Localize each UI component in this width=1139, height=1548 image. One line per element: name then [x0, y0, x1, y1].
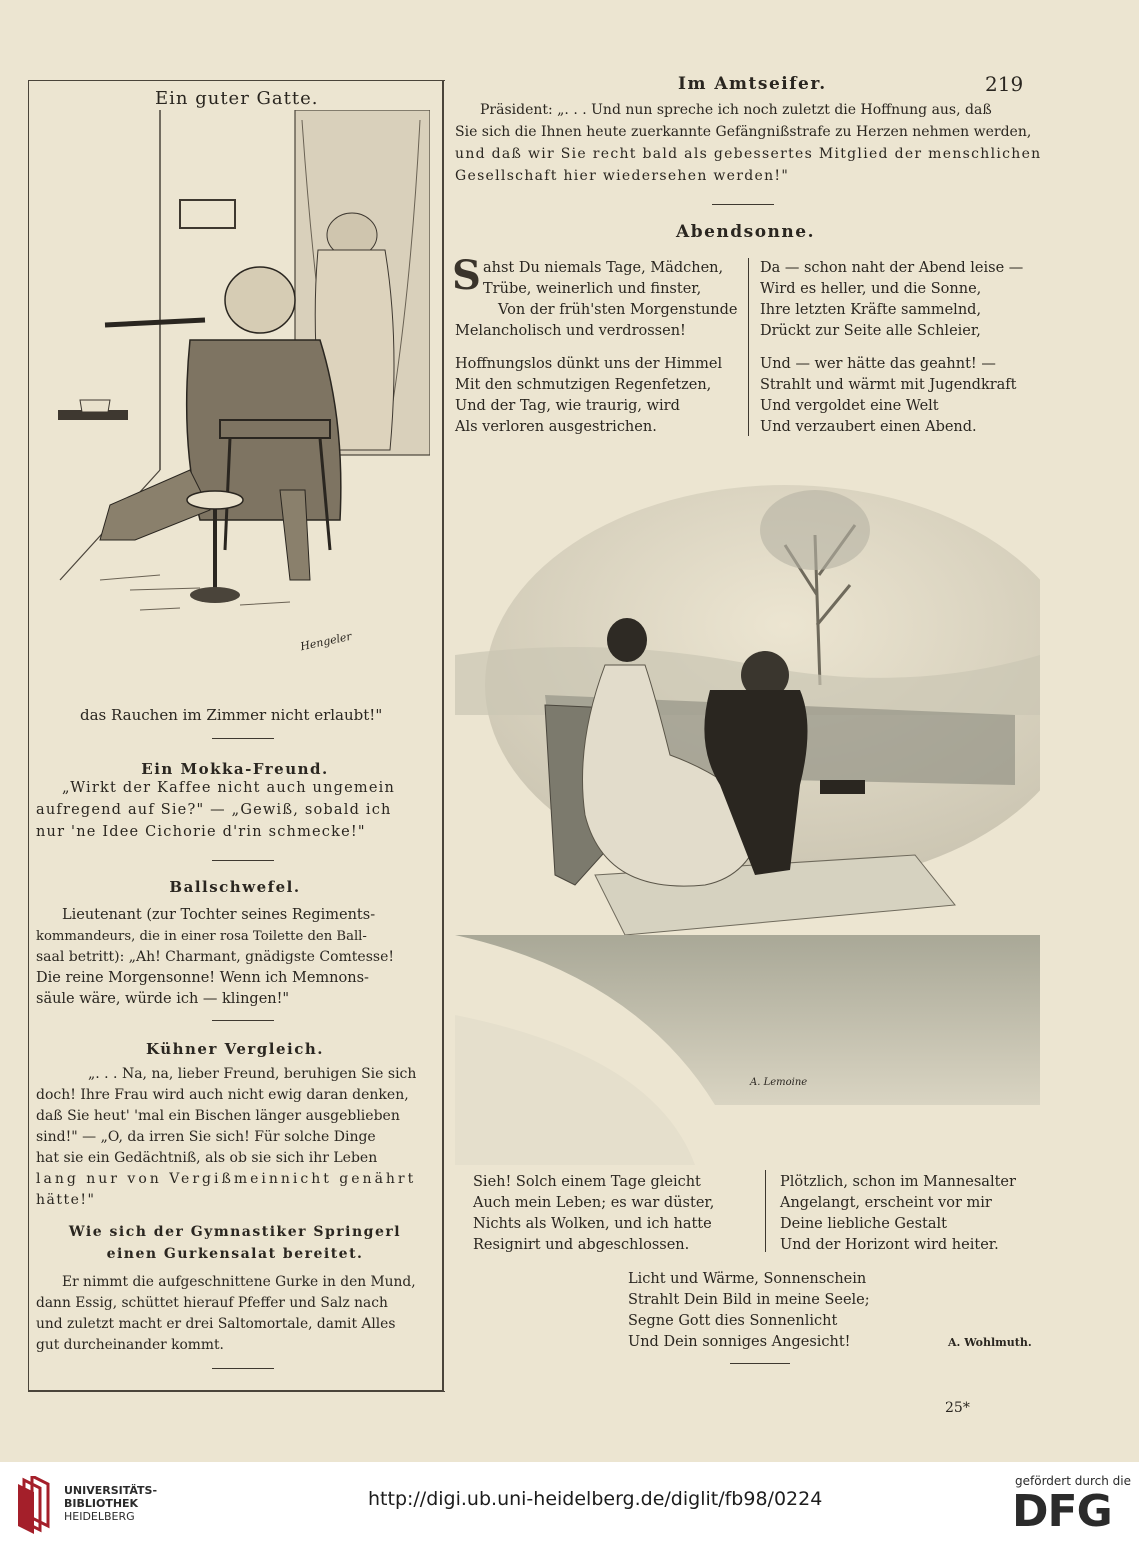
- library-name-line-2: BIBLIOTHEK: [64, 1497, 139, 1510]
- poem-line: Da — schon naht der Abend leise —: [760, 260, 1024, 276]
- poem-line: Als verloren ausgestrichen.: [455, 419, 657, 435]
- mokka-title: Ein Mokka-Freund.: [141, 760, 329, 778]
- poem-author: A. Wohlmuth.: [948, 1336, 1032, 1349]
- poem-line: Und vergoldet eine Welt: [760, 398, 939, 414]
- gymnast-line: und zuletzt macht er drei Saltomortale, damit Alles: [36, 1316, 396, 1332]
- amtseifer-line: Gesellschaft hier wiedersehen werden!": [455, 168, 790, 184]
- mokka-line: aufregend auf Sie?" — „Gewiß, sobald ich: [36, 802, 392, 818]
- poem-line: Und der Tag, wie traurig, wird: [455, 398, 680, 414]
- poem-line: Melancholisch und verdrossen!: [455, 323, 686, 339]
- vergleich-line: sind!" — „O, da irren Sie sich! Für solche Dinge: [36, 1129, 376, 1145]
- cartoon-illustration: [40, 110, 430, 700]
- poem-line: Nichts als Wolken, und ich hatte: [473, 1216, 712, 1232]
- cartoon-caption: das Rauchen im Zimmer nicht erlaubt!": [80, 706, 383, 724]
- evening-illustration: [455, 455, 1040, 1165]
- poem-line: Resignirt und abgeschlossen.: [473, 1237, 690, 1253]
- vergleich-line: daß Sie heut' 'mal ein Bischen länger ausgeblieben: [36, 1108, 400, 1124]
- vergleich-line: „. . . Na, na, lieber Freund, beruhigen Sie sich: [88, 1066, 417, 1082]
- cartoon-signature: Hengeler: [299, 629, 353, 654]
- poem-line: Mit den schmutzigen Regenfetzen,: [455, 377, 712, 393]
- ball-line: saal betritt): „Ah! Charmant, gnädigste Comtesse!: [36, 949, 394, 965]
- poem-line: Strahlt und wärmt mit Jugendkraft: [760, 377, 1017, 393]
- funded-by-label: gefördert durch die: [1015, 1474, 1131, 1488]
- poem-column-rule: [748, 258, 749, 436]
- vergleich-line: hätte!": [36, 1192, 96, 1208]
- gymnast-line: gut durcheinander kommt.: [36, 1337, 224, 1353]
- left-column-bottom-rule: [28, 1390, 444, 1392]
- poem-line: Angelangt, erscheint vor mir: [780, 1195, 992, 1211]
- library-name-line-1: UNIVERSITÄTS-: [64, 1484, 158, 1497]
- signature-mark: 25*: [945, 1400, 970, 1416]
- poem-line: Plötzlich, schon im Mannesalter: [780, 1174, 1016, 1190]
- separator-rule: [212, 1020, 274, 1021]
- library-name-line-3: HEIDELBERG: [64, 1510, 135, 1523]
- dfg-logo[interactable]: DFG: [1012, 1486, 1112, 1537]
- poem-line: Auch mein Leben; es war düster,: [473, 1195, 715, 1211]
- amtseifer-line: Präsident: „. . . Und nun spreche ich noch zuletzt die Hoffnung aus, daß: [480, 102, 992, 118]
- poem-line: Strahlt Dein Bild in meine Seele;: [628, 1292, 870, 1308]
- gymnast-line: Er nimmt die aufgeschnittene Gurke in den Mund,: [62, 1274, 416, 1290]
- left-column-heading: Ein guter Gatte.: [155, 88, 319, 109]
- poem-line: Drückt zur Seite alle Schleier,: [760, 323, 981, 339]
- poem-line: Ihre letzten Kräfte sammelnd,: [760, 302, 982, 318]
- poem-drop-cap: S: [452, 252, 481, 299]
- poem-column-rule: [765, 1170, 766, 1252]
- digitization-footer: [0, 1462, 1139, 1548]
- mokka-line: „Wirkt der Kaffee nicht auch ungemein: [62, 780, 395, 796]
- separator-rule: [212, 738, 274, 739]
- poem-line: Und — wer hätte das geahnt! —: [760, 356, 996, 372]
- amtseifer-line: und daß wir Sie recht bald als gebessertes Mitglied der menschlichen: [455, 146, 1042, 162]
- gymnast-title-line-1: Wie sich der Gymnastiker Springerl: [68, 1224, 402, 1240]
- poem-line: Von der früh'sten Morgenstunde: [498, 302, 738, 318]
- poem-line: Trübe, weinerlich und finster,: [483, 281, 702, 297]
- vergleich-line: lang nur von Vergißmeinnicht genährt: [36, 1171, 417, 1187]
- poem-line: Segne Gott dies Sonnenlicht: [628, 1313, 838, 1329]
- poem-line: ahst Du niemals Tage, Mädchen,: [483, 260, 724, 276]
- poem-line: Und verzaubert einen Abend.: [760, 419, 977, 435]
- library-logo[interactable]: [14, 1476, 164, 1534]
- ball-line: Die reine Morgensonne! Wenn ich Memnons-: [36, 970, 369, 986]
- separator-rule: [212, 860, 274, 861]
- amtseifer-line: Sie sich die Ihnen heute zuerkannte Gefängnißstrafe zu Herzen nehmen werden,: [455, 124, 1032, 140]
- gymnast-title-line-2: einen Gurkensalat bereitet.: [106, 1246, 364, 1262]
- gymnast-line: dann Essig, schüttet hierauf Pfeffer und Salz nach: [36, 1295, 388, 1311]
- page-number: 219: [985, 72, 1024, 96]
- permalink-url[interactable]: http://digi.ub.uni-heidelberg.de/diglit/fb98/0224: [368, 1488, 823, 1510]
- separator-rule: [712, 204, 774, 205]
- ball-line: säule wäre, würde ich — klingen!": [36, 991, 290, 1007]
- ball-line: kommandeurs, die in einer rosa Toilette den Ball-: [36, 929, 367, 944]
- column-divider: [442, 80, 444, 1390]
- poem-line: Hoffnungslos dünkt uns der Himmel: [455, 356, 723, 372]
- ball-line: Lieutenant (zur Tochter seines Regiments-: [62, 907, 376, 923]
- vergleich-title: Kühner Vergleich.: [146, 1040, 324, 1058]
- poem-line: Und der Horizont wird heiter.: [780, 1237, 999, 1253]
- separator-rule: [730, 1363, 790, 1364]
- poem-line: Und Dein sonniges Angesicht!: [628, 1334, 851, 1350]
- poem-line: Wird es heller, und die Sonne,: [760, 281, 982, 297]
- illustration-signature: A. Lemoine: [750, 1077, 808, 1088]
- right-column-heading: Im Amtseifer.: [678, 74, 827, 94]
- ball-title: Ballschwefel.: [169, 878, 301, 896]
- vergleich-line: doch! Ihre Frau wird auch nicht ewig daran denken,: [36, 1087, 409, 1103]
- library-book-icon: [14, 1476, 58, 1534]
- poem-line: Licht und Wärme, Sonnenschein: [628, 1271, 867, 1287]
- poem-title: Abendsonne.: [676, 222, 816, 242]
- poem-line: Sieh! Solch einem Tage gleicht: [473, 1174, 701, 1190]
- separator-rule: [212, 1368, 274, 1369]
- vergleich-line: hat sie ein Gedächtniß, als ob sie sich ihr Leben: [36, 1150, 378, 1166]
- mokka-line: nur 'ne Idee Cichorie d'rin schmecke!": [36, 824, 366, 840]
- poem-line: Deine liebliche Gestalt: [780, 1216, 947, 1232]
